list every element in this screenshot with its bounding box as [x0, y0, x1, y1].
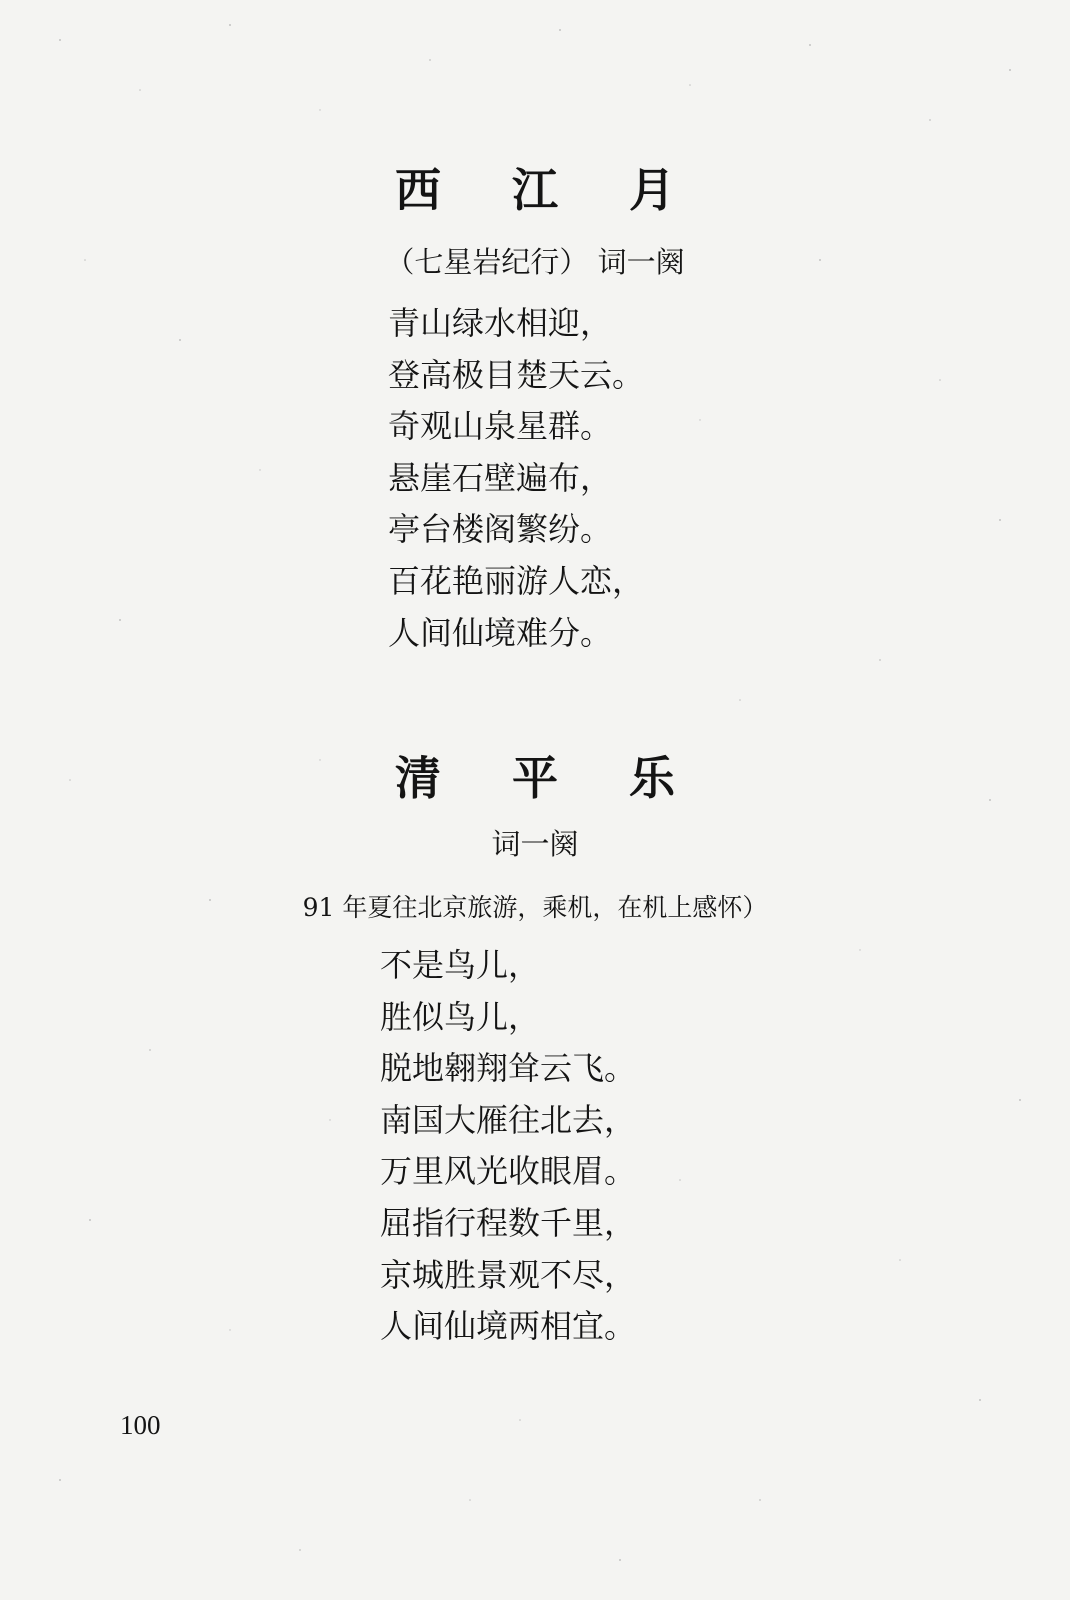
poem2-line: 京城胜景观不尽，: [380, 1255, 637, 1294]
poem2-line: 屈指行程数千里，: [380, 1203, 637, 1242]
poem2-body: [380, 940, 636, 1353]
poem1-line: 亭台楼阁繁纷。: [388, 510, 613, 549]
poem1-line: 百花艳丽游人恋，: [388, 561, 645, 600]
poem2-line: 万里风光收眼眉。: [380, 1152, 637, 1191]
poem2-line: 脱地翱翔耸云飞。: [380, 1049, 637, 1088]
poem2-title-char-2: 平: [512, 751, 558, 805]
poem1-line: 青山绿水相迎，: [388, 304, 613, 342]
poem2-line: 胜似鸟儿，: [380, 997, 541, 1036]
poem1-title-char-1: 西: [395, 163, 441, 217]
poem2-line: 南国大雁往北去，: [380, 1100, 637, 1139]
poem2-title-char-3: 乐: [629, 751, 675, 805]
poem1-line: 奇观山泉星群。: [388, 407, 613, 446]
poem1-title: [0, 154, 1070, 220]
poem1-title-char-2: 江: [512, 163, 558, 217]
poem1-line: 人间仙境难分。: [388, 613, 613, 652]
poem2-line: 人间仙境两相宜。: [380, 1307, 637, 1346]
poem2-subtitle: 词一阕: [491, 827, 579, 861]
poem2-title-char-1: 清: [395, 751, 441, 805]
poem2-line: 不是鸟儿，: [380, 946, 541, 984]
poem1-line: 登高极目楚天云。: [388, 355, 645, 394]
poem2-title: [0, 742, 1070, 808]
poem1-subtitle: （七星岩纪行） 词一阕: [385, 245, 685, 279]
poem2-note: 91 年夏往北京旅游，乘机，在机上感怀）: [302, 893, 768, 922]
poem1-title-char-3: 月: [629, 163, 675, 217]
poem1-body: [388, 298, 644, 659]
page-number: 100: [120, 1410, 161, 1440]
poem1-line: 悬崖石壁遍布，: [388, 458, 613, 497]
